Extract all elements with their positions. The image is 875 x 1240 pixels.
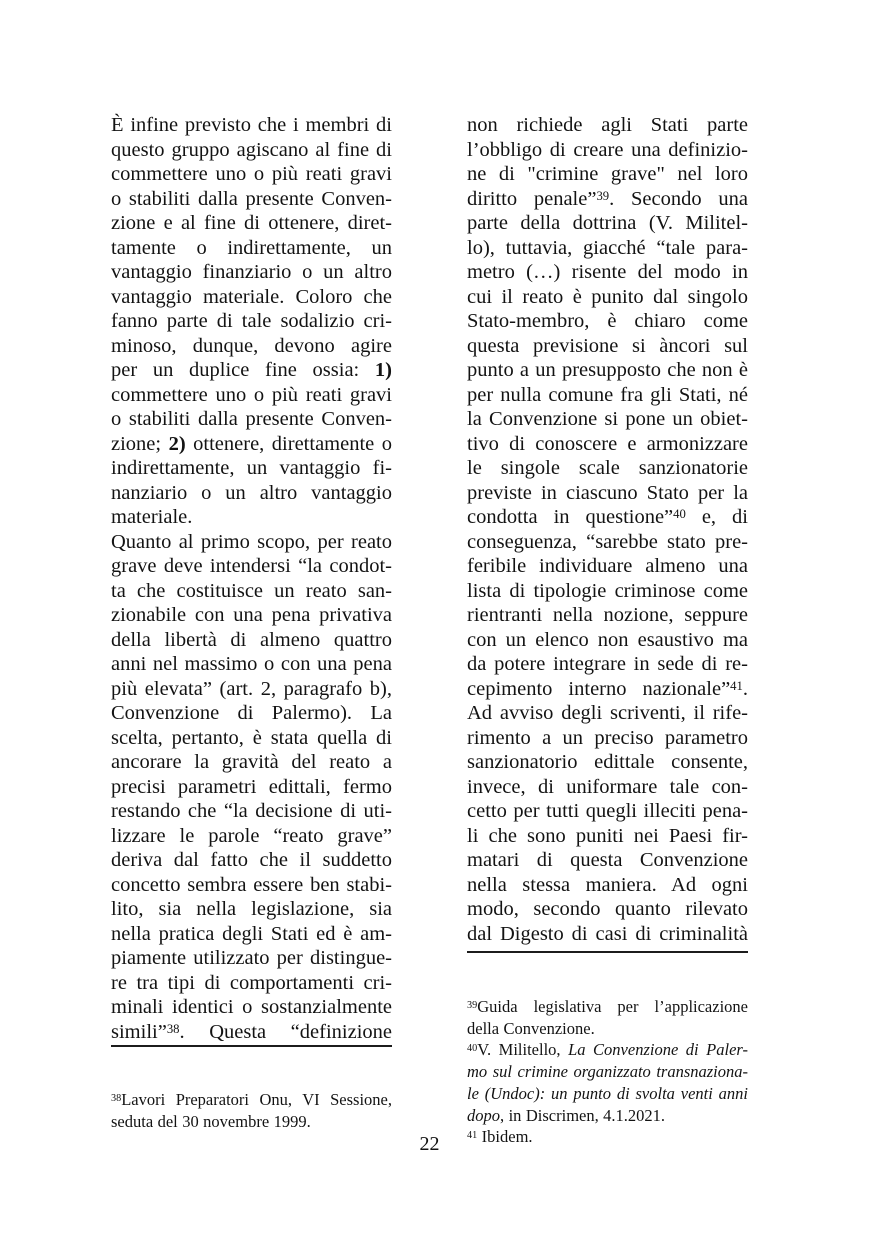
footnote-line: $^{40}$V. Militello, La Convenzione di Paler- (467, 1040, 748, 1060)
text-line: nella stessa maniera. Ad ogni (467, 873, 748, 896)
text-line: Quanto al primo scopo, per reato (111, 530, 392, 553)
text-line: dal Digesto di casi di criminalità (467, 922, 748, 945)
text-line: commettere uno o più reati gravi (111, 383, 392, 406)
text-line: le singole scale sanzionatorie (467, 457, 748, 479)
text-line: zione; 2) ottenere, direttamente o (111, 432, 392, 455)
text-line: scelta, pertanto, è stata quella di (111, 726, 392, 749)
footnote-line: le (Undoc): un punto di svolta venti anni (467, 1083, 748, 1103)
text-line: zione e al fine di ottenere, diret- (111, 212, 392, 234)
text-line: Convenzione di Palermo). La (111, 702, 392, 724)
text-line: È infine previsto che i membri di (111, 114, 392, 136)
text-line: zionabile con una pena privativa (111, 604, 392, 626)
text-line: restando che “la decisione di uti- (111, 800, 392, 822)
text-line: rientranti nella nozione, seppure (467, 604, 748, 626)
text-line: nella pratica degli Stati ed è am- (111, 922, 392, 945)
text-line: metro (…) risente del modo in (467, 261, 748, 283)
text-line: lizzare le parole “reato grave” (111, 824, 392, 847)
right-column-body (467, 113, 748, 946)
text-line: più elevata” (art. 2, paragrafo b), (111, 677, 392, 700)
text-line: nanziario o un altro vantaggio (111, 481, 392, 504)
text-line: punto a un presupposto che non è (467, 359, 748, 381)
text-line: lista di tipologie criminose come (467, 579, 748, 602)
text-line: diritto penale”$^{39}$. Secondo una (467, 187, 748, 210)
text-line: vantaggio materiale. Coloro che (111, 285, 392, 308)
text-line: ne di "crimine grave" nel loro (467, 163, 748, 185)
text-line: questo gruppo agiscano al fine di (111, 138, 392, 161)
text-line: minali identici o sostanzialmente (111, 996, 392, 1018)
text-line: tivo di conoscere e armonizzare (467, 432, 748, 455)
text-line: questa previsione si àncori sul (467, 334, 748, 357)
text-line: grave deve intendersi “la condot- (111, 555, 392, 577)
text-line: della libertà di almeno quattro (111, 628, 392, 651)
text-line: condotta in questione”$^{40}$ e, di (467, 506, 748, 528)
text-line: re tra tipi di comportamenti cri- (111, 971, 392, 994)
footnote-line: dopo, in Discrimen, 4.1.2021. (467, 1105, 666, 1125)
text-line: simili”$^{38}$. Questa “definizione (111, 1020, 392, 1043)
text-line: o stabiliti dalla presente Conven- (111, 408, 392, 430)
footnote-line: mo sul crimine organizzato transnaziona- (467, 1062, 748, 1082)
text-line: cetto per tutti quegli illeciti pena- (467, 800, 748, 822)
text-line: feribile individuare almeno una (467, 555, 748, 577)
text-line: cui il reato è punito dal singolo (467, 285, 748, 308)
text-line: lo), tuttavia, giacché “tale para- (467, 236, 748, 259)
text-line: parte della dottrina (V. Militel- (467, 212, 748, 234)
text-line: previste in ciascuno Stato per la (467, 481, 748, 504)
text-line: Stato-membro, è chiaro come (467, 310, 748, 332)
text-line: rimento a un preciso parametro (467, 726, 748, 749)
footnote-line: $^{41}$ Ibidem. (467, 1127, 533, 1147)
text-line: la Convenzione si pone un obiet- (467, 408, 748, 430)
text-line: invece, di uniformare tale con- (467, 775, 748, 798)
footnote-separator-left (111, 1045, 392, 1047)
text-line: modo, secondo quanto rilevato (467, 898, 748, 920)
text-line: concetto sembra essere ben stabi- (111, 873, 392, 896)
right-column-footnotes (467, 996, 748, 1148)
text-line: ta che costituisce un reato san- (111, 579, 392, 602)
text-line: tamente o indirettamente, un (111, 236, 392, 259)
page-number: 22 (419, 1133, 440, 1155)
text-line: precisi parametri edittali, fermo (111, 775, 392, 798)
text-line: li che sono puniti nei Paesi fir- (467, 824, 748, 847)
text-line: per un duplice fine ossia: 1) (111, 359, 392, 381)
footnote-separator-right (467, 951, 748, 953)
text-line: materiale. (111, 506, 193, 528)
text-line: conseguenza, “sarebbe stato pre- (467, 530, 748, 553)
text-line: da potere integrare in sede di re- (467, 653, 748, 675)
text-line: Ad avviso degli scriventi, il rife- (467, 702, 748, 724)
text-line: indirettamente, un vantaggio fi- (111, 457, 392, 479)
text-line: deriva dal fatto che il suddetto (111, 849, 392, 871)
text-line: anni nel massimo o con una pena (111, 653, 392, 675)
footnote-line: seduta del 30 novembre 1999. (111, 1111, 311, 1131)
text-line: con un elenco non esaustivo ma (467, 628, 748, 651)
text-line: sanzionatorio edittale consente, (467, 751, 748, 773)
text-line: matari di questa Convenzione (467, 849, 748, 871)
text-line: piamente utilizzato per distingue- (111, 947, 392, 969)
text-line: per nulla comune fra gli Stati, né (467, 383, 748, 406)
text-line: o stabiliti dalla presente Conven- (111, 187, 392, 210)
footnote-line: $^{39}$Guida legislativa per l’applicazione (467, 997, 748, 1016)
text-line: vantaggio finanziario o un altro (111, 261, 392, 283)
text-line: minoso, dunque, devono agire (111, 334, 392, 357)
text-line: ancorare la gravità del reato a (111, 751, 392, 773)
text-line: l’obbligo di creare una definizio- (467, 138, 748, 161)
footnote-line: $^{38}$Lavori Preparatori Onu, VI Sessione, (111, 1090, 392, 1109)
left-column-body (111, 113, 392, 1044)
text-line: lito, sia nella legislazione, sia (111, 898, 392, 920)
footnote-line: della Convenzione. (467, 1018, 595, 1038)
text-line: cepimento interno nazionale”$^{41}$. (467, 677, 748, 700)
text-line: non richiede agli Stati parte (467, 114, 748, 136)
left-column-footnotes (111, 1089, 392, 1132)
text-line: fanno parte di tale sodalizio cri- (111, 310, 392, 332)
text-line: commettere uno o più reati gravi (111, 163, 392, 185)
